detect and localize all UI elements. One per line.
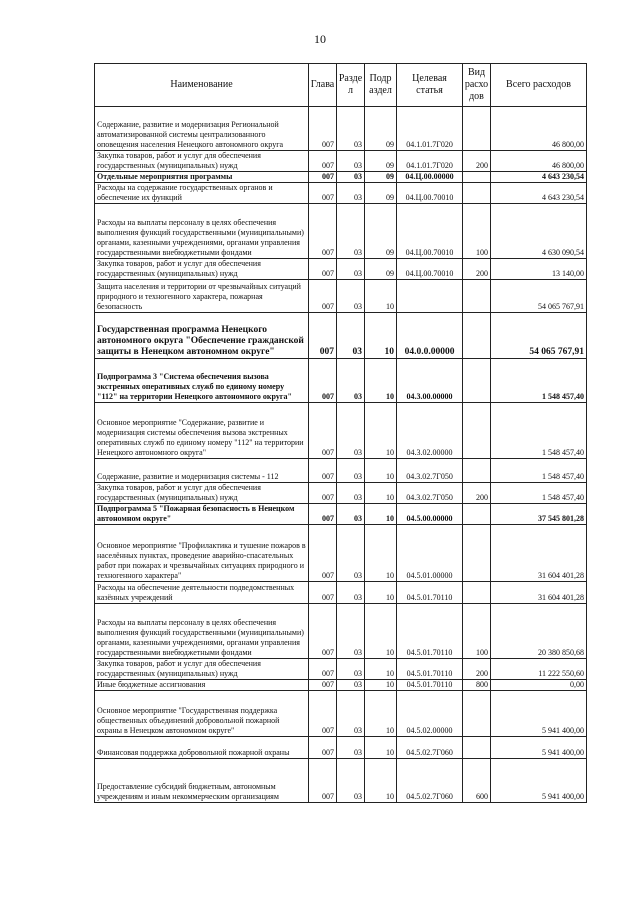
cell-article: 04.5.01.00000 [397,525,463,582]
cell-article: 04.1.01.7Г020 [397,107,463,151]
cell-subsection: 10 [365,504,397,525]
header-chapter: Глава [309,64,337,107]
cell-article: 04.3.00.00000 [397,359,463,403]
cell-article: 04.5.00.00000 [397,504,463,525]
cell-chapter: 007 [309,280,337,313]
cell-article: 04.1.01.7Г020 [397,151,463,172]
cell-name: Защита населения и территории от чрезвычайных ситуаций природного и техногенного характера, пожарная безопасность [95,280,309,313]
cell-subsection: 09 [365,183,397,204]
table-row [95,259,587,280]
cell-name: Содержание, развитие и модернизация Региональной автоматизированной системы централизованного оповещения населения Ненецкого автономного округа [95,107,309,151]
cell-total: 31 604 401,28 [491,525,587,582]
cell-name: Основное мероприятие "Содержание, развитие и модернизация системы обеспечения вызова экстренных оперативных служб по единому номеру "112" на территории Ненецкого автономного округа" [95,403,309,459]
table-row [95,183,587,204]
cell-section: 03 [337,604,365,659]
cell-subsection: 10 [365,403,397,459]
cell-vid: 200 [463,659,491,680]
header-row [95,64,587,107]
header-section: Разде л [337,64,365,107]
table-row [95,680,587,691]
header-total: Всего расходов [491,64,587,107]
cell-chapter: 007 [309,459,337,483]
header-article: Целевая статья [397,64,463,107]
cell-vid [463,172,491,183]
table-row [95,459,587,483]
cell-total: 31 604 401,28 [491,582,587,604]
cell-total: 5 941 400,00 [491,759,587,803]
table-row [95,107,587,151]
cell-article: 04.5.01.70110 [397,582,463,604]
cell-total: 54 065 767,91 [491,313,587,359]
cell-subsection: 10 [365,691,397,737]
cell-chapter: 007 [309,313,337,359]
cell-subsection: 10 [365,680,397,691]
cell-article: 04.3.02.7Г050 [397,459,463,483]
cell-chapter: 007 [309,204,337,259]
cell-chapter: 007 [309,582,337,604]
cell-name: Закупка товаров, работ и услуг для обеспечения государственных (муниципальных) нужд [95,483,309,504]
cell-section: 03 [337,313,365,359]
cell-total: 4 643 230,54 [491,172,587,183]
cell-chapter: 007 [309,359,337,403]
cell-article: 04.5.02.00000 [397,691,463,737]
cell-name: Расходы на выплаты персоналу в целях обеспечения выполнения функций государственными (муниципальными) органами, казенными учреждениями, органами управления государственными внебюджетными фондами [95,604,309,659]
cell-section: 03 [337,680,365,691]
cell-total: 5 941 400,00 [491,737,587,759]
cell-section: 03 [337,204,365,259]
cell-section: 03 [337,403,365,459]
cell-vid [463,582,491,604]
cell-chapter: 007 [309,680,337,691]
cell-article: 04.0.0.00000 [397,313,463,359]
header-name: Наименование [95,64,309,107]
table-body [95,107,587,803]
cell-vid: 800 [463,680,491,691]
table-row [95,204,587,259]
cell-subsection: 10 [365,604,397,659]
cell-subsection: 10 [365,280,397,313]
cell-chapter: 007 [309,403,337,459]
cell-subsection: 10 [365,659,397,680]
cell-name: Предоставление субсидий бюджетным, автономным учреждениям и иным некоммерческим организациям [95,759,309,803]
cell-total: 54 065 767,91 [491,280,587,313]
cell-vid: 100 [463,604,491,659]
cell-subsection: 10 [365,313,397,359]
cell-name: Основное мероприятие "Государственная поддержка общественных объединений добровольной пожарной охраны в Ненецком автономном округе" [95,691,309,737]
cell-subsection: 09 [365,259,397,280]
cell-chapter: 007 [309,107,337,151]
table-row [95,691,587,737]
cell-vid: 200 [463,259,491,280]
budget-table [94,63,587,803]
cell-section: 03 [337,151,365,172]
cell-article: 04.5.01.70110 [397,659,463,680]
cell-vid: 600 [463,759,491,803]
table-row [95,582,587,604]
cell-subsection: 10 [365,359,397,403]
cell-vid: 200 [463,151,491,172]
cell-total: 1 548 457,40 [491,403,587,459]
cell-name: Подпрограмма 3 "Система обеспечения вызова экстренных оперативных служб по единому номеру "112" на территории Ненецкого автономного округа" [95,359,309,403]
cell-section: 03 [337,172,365,183]
table-row [95,759,587,803]
cell-total: 0,00 [491,680,587,691]
cell-section: 03 [337,691,365,737]
page-number: 10 [314,32,326,46]
cell-article: 04.3.02.00000 [397,403,463,459]
cell-name: Расходы на содержание государственных органов и обеспечение их функций [95,183,309,204]
cell-article: 04.Ц.00.70010 [397,204,463,259]
cell-subsection: 10 [365,525,397,582]
cell-vid: 100 [463,204,491,259]
cell-section: 03 [337,483,365,504]
table-row [95,313,587,359]
cell-vid [463,183,491,204]
cell-total: 37 545 801,28 [491,504,587,525]
cell-vid [463,359,491,403]
table-row [95,659,587,680]
table-row [95,737,587,759]
cell-total: 4 643 230,54 [491,183,587,204]
table-row [95,151,587,172]
cell-vid: 200 [463,483,491,504]
cell-name: Расходы на выплаты персоналу в целях обеспечения выполнения функций государственными (муниципальными) органами, казенными учреждениями, органами управления государственными внебюджетными фондами [95,204,309,259]
cell-chapter: 007 [309,183,337,204]
cell-vid [463,280,491,313]
cell-chapter: 007 [309,759,337,803]
cell-section: 03 [337,259,365,280]
cell-article: 04.5.01.70110 [397,680,463,691]
table-row [95,359,587,403]
cell-vid [463,313,491,359]
cell-chapter: 007 [309,504,337,525]
table-row [95,403,587,459]
cell-vid [463,459,491,483]
cell-vid [463,107,491,151]
cell-total: 11 222 550,60 [491,659,587,680]
cell-total: 46 800,00 [491,151,587,172]
cell-subsection: 10 [365,759,397,803]
cell-chapter: 007 [309,604,337,659]
cell-total: 4 630 090,54 [491,204,587,259]
cell-total: 1 548 457,40 [491,483,587,504]
cell-vid [463,504,491,525]
cell-total: 1 548 457,40 [491,359,587,403]
cell-article: 04.Ц.00.70010 [397,183,463,204]
cell-total: 46 800,00 [491,107,587,151]
cell-chapter: 007 [309,659,337,680]
header-subsection: Подр аздел [365,64,397,107]
cell-section: 03 [337,280,365,313]
cell-article: 04.5.02.7Г060 [397,737,463,759]
cell-article: 04.Ц.00.00000 [397,172,463,183]
cell-section: 03 [337,504,365,525]
cell-chapter: 007 [309,691,337,737]
cell-chapter: 007 [309,151,337,172]
cell-name: Отдельные мероприятия программы [95,172,309,183]
cell-vid [463,403,491,459]
cell-chapter: 007 [309,525,337,582]
cell-name: Расходы на обеспечение деятельности подведомственных казённых учреждений [95,582,309,604]
cell-section: 03 [337,107,365,151]
cell-chapter: 007 [309,737,337,759]
cell-total: 20 380 850,68 [491,604,587,659]
cell-chapter: 007 [309,483,337,504]
cell-section: 03 [337,659,365,680]
cell-name: Закупка товаров, работ и услуг для обеспечения государственных (муниципальных) нужд [95,151,309,172]
cell-subsection: 10 [365,582,397,604]
cell-section: 03 [337,759,365,803]
cell-subsection: 10 [365,483,397,504]
table-row [95,604,587,659]
cell-vid [463,525,491,582]
cell-article: 04.5.02.7Г060 [397,759,463,803]
cell-section: 03 [337,459,365,483]
table-row [95,504,587,525]
cell-name: Подпрограмма 5 "Пожарная безопасность в Ненецком автономном округе" [95,504,309,525]
cell-name: Государственная программа Ненецкого автономного округа "Обеспечение гражданской защиты в Ненецком автономном округе" [95,313,309,359]
header-vid: Вид расхо дов [463,64,491,107]
cell-section: 03 [337,582,365,604]
cell-section: 03 [337,183,365,204]
cell-chapter: 007 [309,259,337,280]
cell-name: Содержание, развитие и модернизация системы - 112 [95,459,309,483]
cell-name: Закупка товаров, работ и услуг для обеспечения государственных (муниципальных) нужд [95,659,309,680]
table-row [95,483,587,504]
table-row [95,172,587,183]
cell-total: 1 548 457,40 [491,459,587,483]
cell-total: 5 941 400,00 [491,691,587,737]
cell-subsection: 09 [365,204,397,259]
cell-name: Основное мероприятие "Профилактика и тушение пожаров в населённых пунктах, проведение аварийно-спасательных работ при пожарах и чрезвычайных ситуациях природного и техногенного характера" [95,525,309,582]
cell-article: 04.3.02.7Г050 [397,483,463,504]
cell-total: 13 140,00 [491,259,587,280]
cell-vid [463,737,491,759]
cell-subsection: 10 [365,737,397,759]
cell-article: 04.5.01.70110 [397,604,463,659]
cell-name: Закупка товаров, работ и услуг для обеспечения государственных (муниципальных) нужд [95,259,309,280]
cell-section: 03 [337,737,365,759]
cell-section: 03 [337,359,365,403]
cell-section: 03 [337,525,365,582]
cell-article: 04.Ц.00.70010 [397,259,463,280]
table-row [95,280,587,313]
cell-name: Иные бюджетные ассигнования [95,680,309,691]
cell-vid [463,691,491,737]
cell-article [397,280,463,313]
table-header [95,64,587,107]
cell-subsection: 09 [365,151,397,172]
cell-subsection: 09 [365,107,397,151]
table-row [95,525,587,582]
cell-subsection: 10 [365,459,397,483]
cell-subsection: 09 [365,172,397,183]
cell-chapter: 007 [309,172,337,183]
cell-name: Финансовая поддержка добровольной пожарной охраны [95,737,309,759]
